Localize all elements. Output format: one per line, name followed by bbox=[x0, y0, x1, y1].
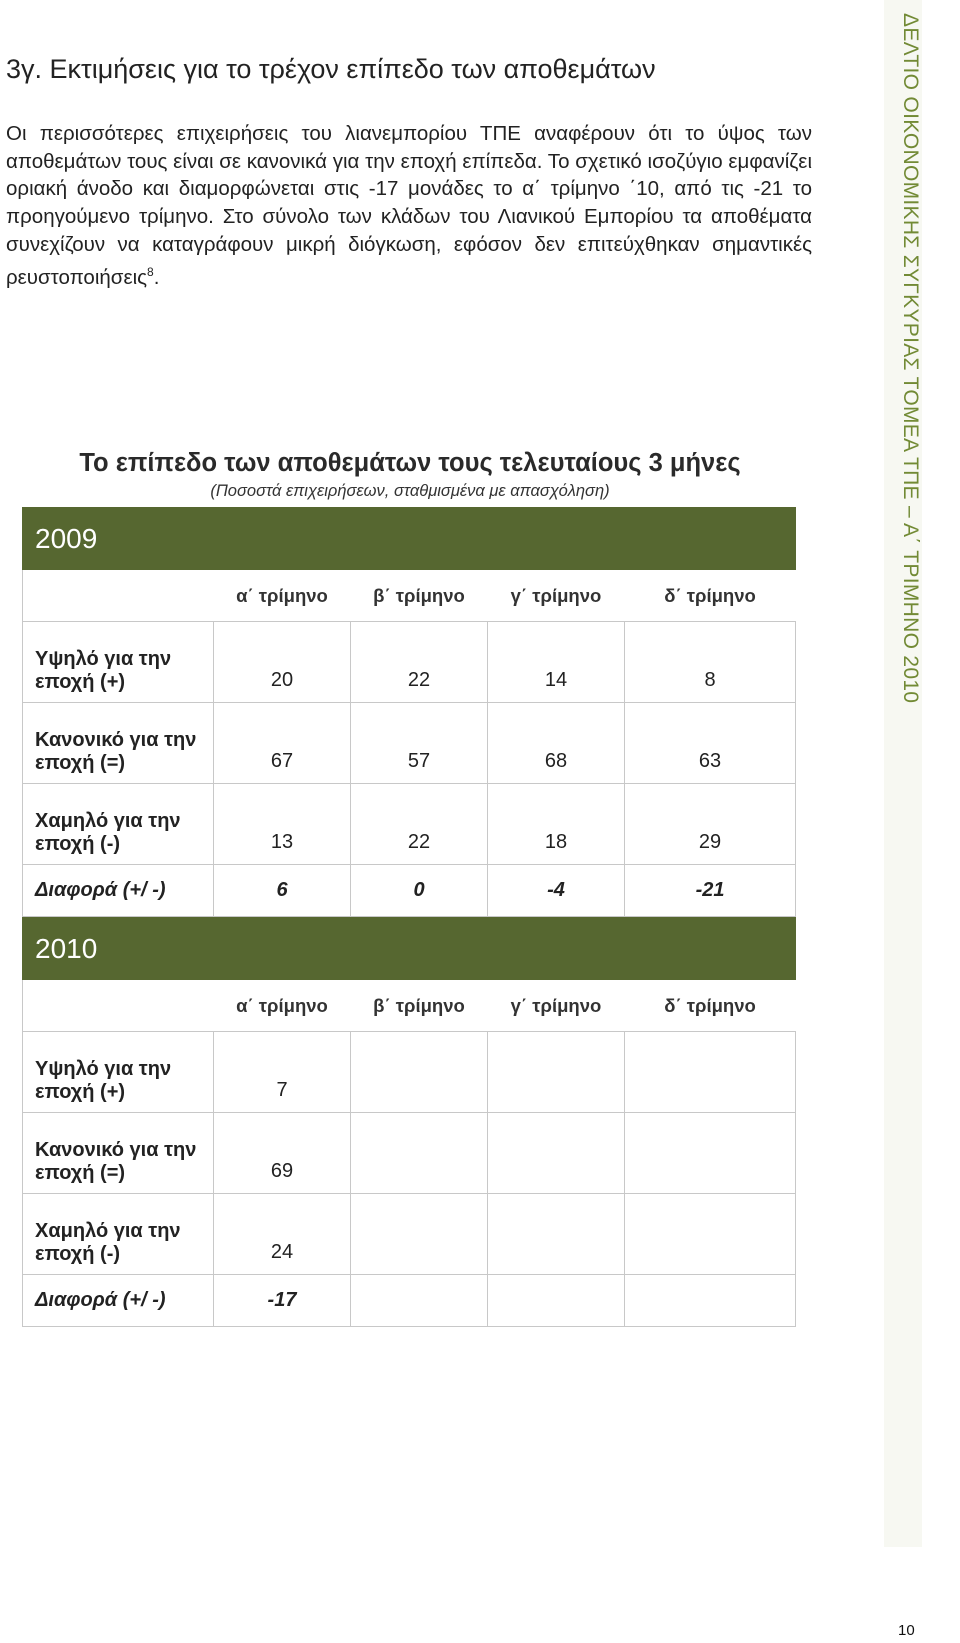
cell-value bbox=[488, 1032, 625, 1113]
cell-value: 57 bbox=[351, 703, 488, 784]
cell-value: 69 bbox=[214, 1113, 351, 1194]
intro-paragraph bbox=[6, 120, 812, 291]
difference-value: 0 bbox=[351, 865, 488, 917]
cell-value: 68 bbox=[488, 703, 625, 784]
year-row-2009 bbox=[23, 508, 796, 570]
cell-value: 29 bbox=[625, 784, 796, 865]
cell-value: 18 bbox=[488, 784, 625, 865]
difference-value: -21 bbox=[625, 865, 796, 917]
quarter-header: β΄ τρίμηνο bbox=[351, 570, 488, 622]
difference-value: -4 bbox=[488, 865, 625, 917]
year-label: 2009 bbox=[23, 508, 796, 570]
quarter-header: δ΄ τρίμηνο bbox=[625, 570, 796, 622]
row-label: Υψηλό για την εποχή (+) bbox=[23, 1032, 214, 1113]
section-heading: 3γ. Εκτιμήσεις για το τρέχον επίπεδο των αποθεμάτων bbox=[6, 54, 656, 84]
quarter-header: γ΄ τρίμηνο bbox=[488, 570, 625, 622]
page-number: 10 bbox=[898, 1622, 915, 1639]
row-label: Κανονικό για την εποχή (=) bbox=[23, 703, 214, 784]
table-row bbox=[23, 1032, 796, 1113]
year-row-2010 bbox=[23, 918, 796, 980]
difference-value bbox=[625, 1275, 796, 1327]
header-blank bbox=[23, 570, 214, 622]
row-label: Υψηλό για την εποχή (+) bbox=[23, 622, 214, 703]
difference-label: Διαφορά (+/ -) bbox=[23, 1275, 214, 1327]
cell-value: 14 bbox=[488, 622, 625, 703]
cell-value: 63 bbox=[625, 703, 796, 784]
table-row bbox=[23, 1194, 796, 1275]
difference-value: 6 bbox=[214, 865, 351, 917]
quarter-header: γ΄ τρίμηνο bbox=[488, 980, 625, 1032]
quarter-header: δ΄ τρίμηνο bbox=[625, 980, 796, 1032]
header-blank bbox=[23, 980, 214, 1032]
difference-label: Διαφορά (+/ -) bbox=[23, 865, 214, 917]
quarter-header: α΄ τρίμηνο bbox=[214, 980, 351, 1032]
cell-value bbox=[488, 1194, 625, 1275]
cell-value bbox=[625, 1194, 796, 1275]
difference-value bbox=[488, 1275, 625, 1327]
cell-value bbox=[625, 1032, 796, 1113]
table-2010 bbox=[22, 917, 796, 1327]
table-row bbox=[23, 622, 796, 703]
cell-value bbox=[351, 1032, 488, 1113]
quarter-header: α΄ τρίμηνο bbox=[214, 570, 351, 622]
row-label: Χαμηλό για την εποχή (-) bbox=[23, 784, 214, 865]
cell-value: 8 bbox=[625, 622, 796, 703]
row-label: Κανονικό για την εποχή (=) bbox=[23, 1113, 214, 1194]
cell-value bbox=[351, 1194, 488, 1275]
difference-value: -17 bbox=[214, 1275, 351, 1327]
quarter-header-row bbox=[23, 570, 796, 622]
row-label: Χαμηλό για την εποχή (-) bbox=[23, 1194, 214, 1275]
year-label: 2010 bbox=[23, 918, 796, 980]
cell-value: 67 bbox=[214, 703, 351, 784]
difference-row bbox=[23, 865, 796, 917]
cell-value: 20 bbox=[214, 622, 351, 703]
footnote-mark: 8 bbox=[147, 264, 154, 279]
intro-text: Οι περισσότερες επιχειρήσεις του λιανεμπορίου ΤΠΕ αναφέρουν ότι το ύψος των αποθεμάτων τους είναι σε κανονικά για την εποχή επίπεδα. Το σχετικό ισοζύγιο εμφανίζει οριακή άνοδο και διαμορφώνεται στις -17 μονάδες το α΄ τρίμηνο ΄10, από τις -21 το προηγούμενο τρίμηνο. Στο σύνολο των κλάδων του Λιανικού Εμπορίου τα αποθέματα συνεχίζουν να καταγράφουν μικρή διόγκωση, εφόσον δεν επιτεύχθηκαν σημαντικές ρευστοποιήσεις bbox=[6, 122, 812, 289]
difference-value bbox=[351, 1275, 488, 1327]
table-title: Το επίπεδο των αποθεμάτων τους τελευταίους 3 μήνες bbox=[79, 449, 741, 477]
cell-value: 22 bbox=[351, 784, 488, 865]
table-row bbox=[23, 1113, 796, 1194]
table-2009 bbox=[22, 507, 796, 917]
cell-value bbox=[351, 1113, 488, 1194]
table-subtitle: (Ποσοστά επιχειρήσεων, σταθμισμένα με απασχόληση) bbox=[210, 482, 610, 500]
quarter-header: β΄ τρίμηνο bbox=[351, 980, 488, 1032]
cell-value: 13 bbox=[214, 784, 351, 865]
cell-value: 7 bbox=[214, 1032, 351, 1113]
cell-value bbox=[625, 1113, 796, 1194]
quarter-header-row bbox=[23, 980, 796, 1032]
sidebar-title: ΔΕΛΤΙΟ ΟΙΚΟΝΟΜΙΚΗΣ ΣΥΓΚΥΡΙΑΣ ΤΟΜΕΑ ΤΠΕ – Α΄ ΤΡΙΜΗΝΟ 2010 bbox=[899, 13, 922, 704]
cell-value bbox=[488, 1113, 625, 1194]
table-row bbox=[23, 703, 796, 784]
difference-row bbox=[23, 1275, 796, 1327]
cell-value: 22 bbox=[351, 622, 488, 703]
table-row bbox=[23, 784, 796, 865]
cell-value: 24 bbox=[214, 1194, 351, 1275]
intro-text-end: . bbox=[153, 265, 160, 289]
